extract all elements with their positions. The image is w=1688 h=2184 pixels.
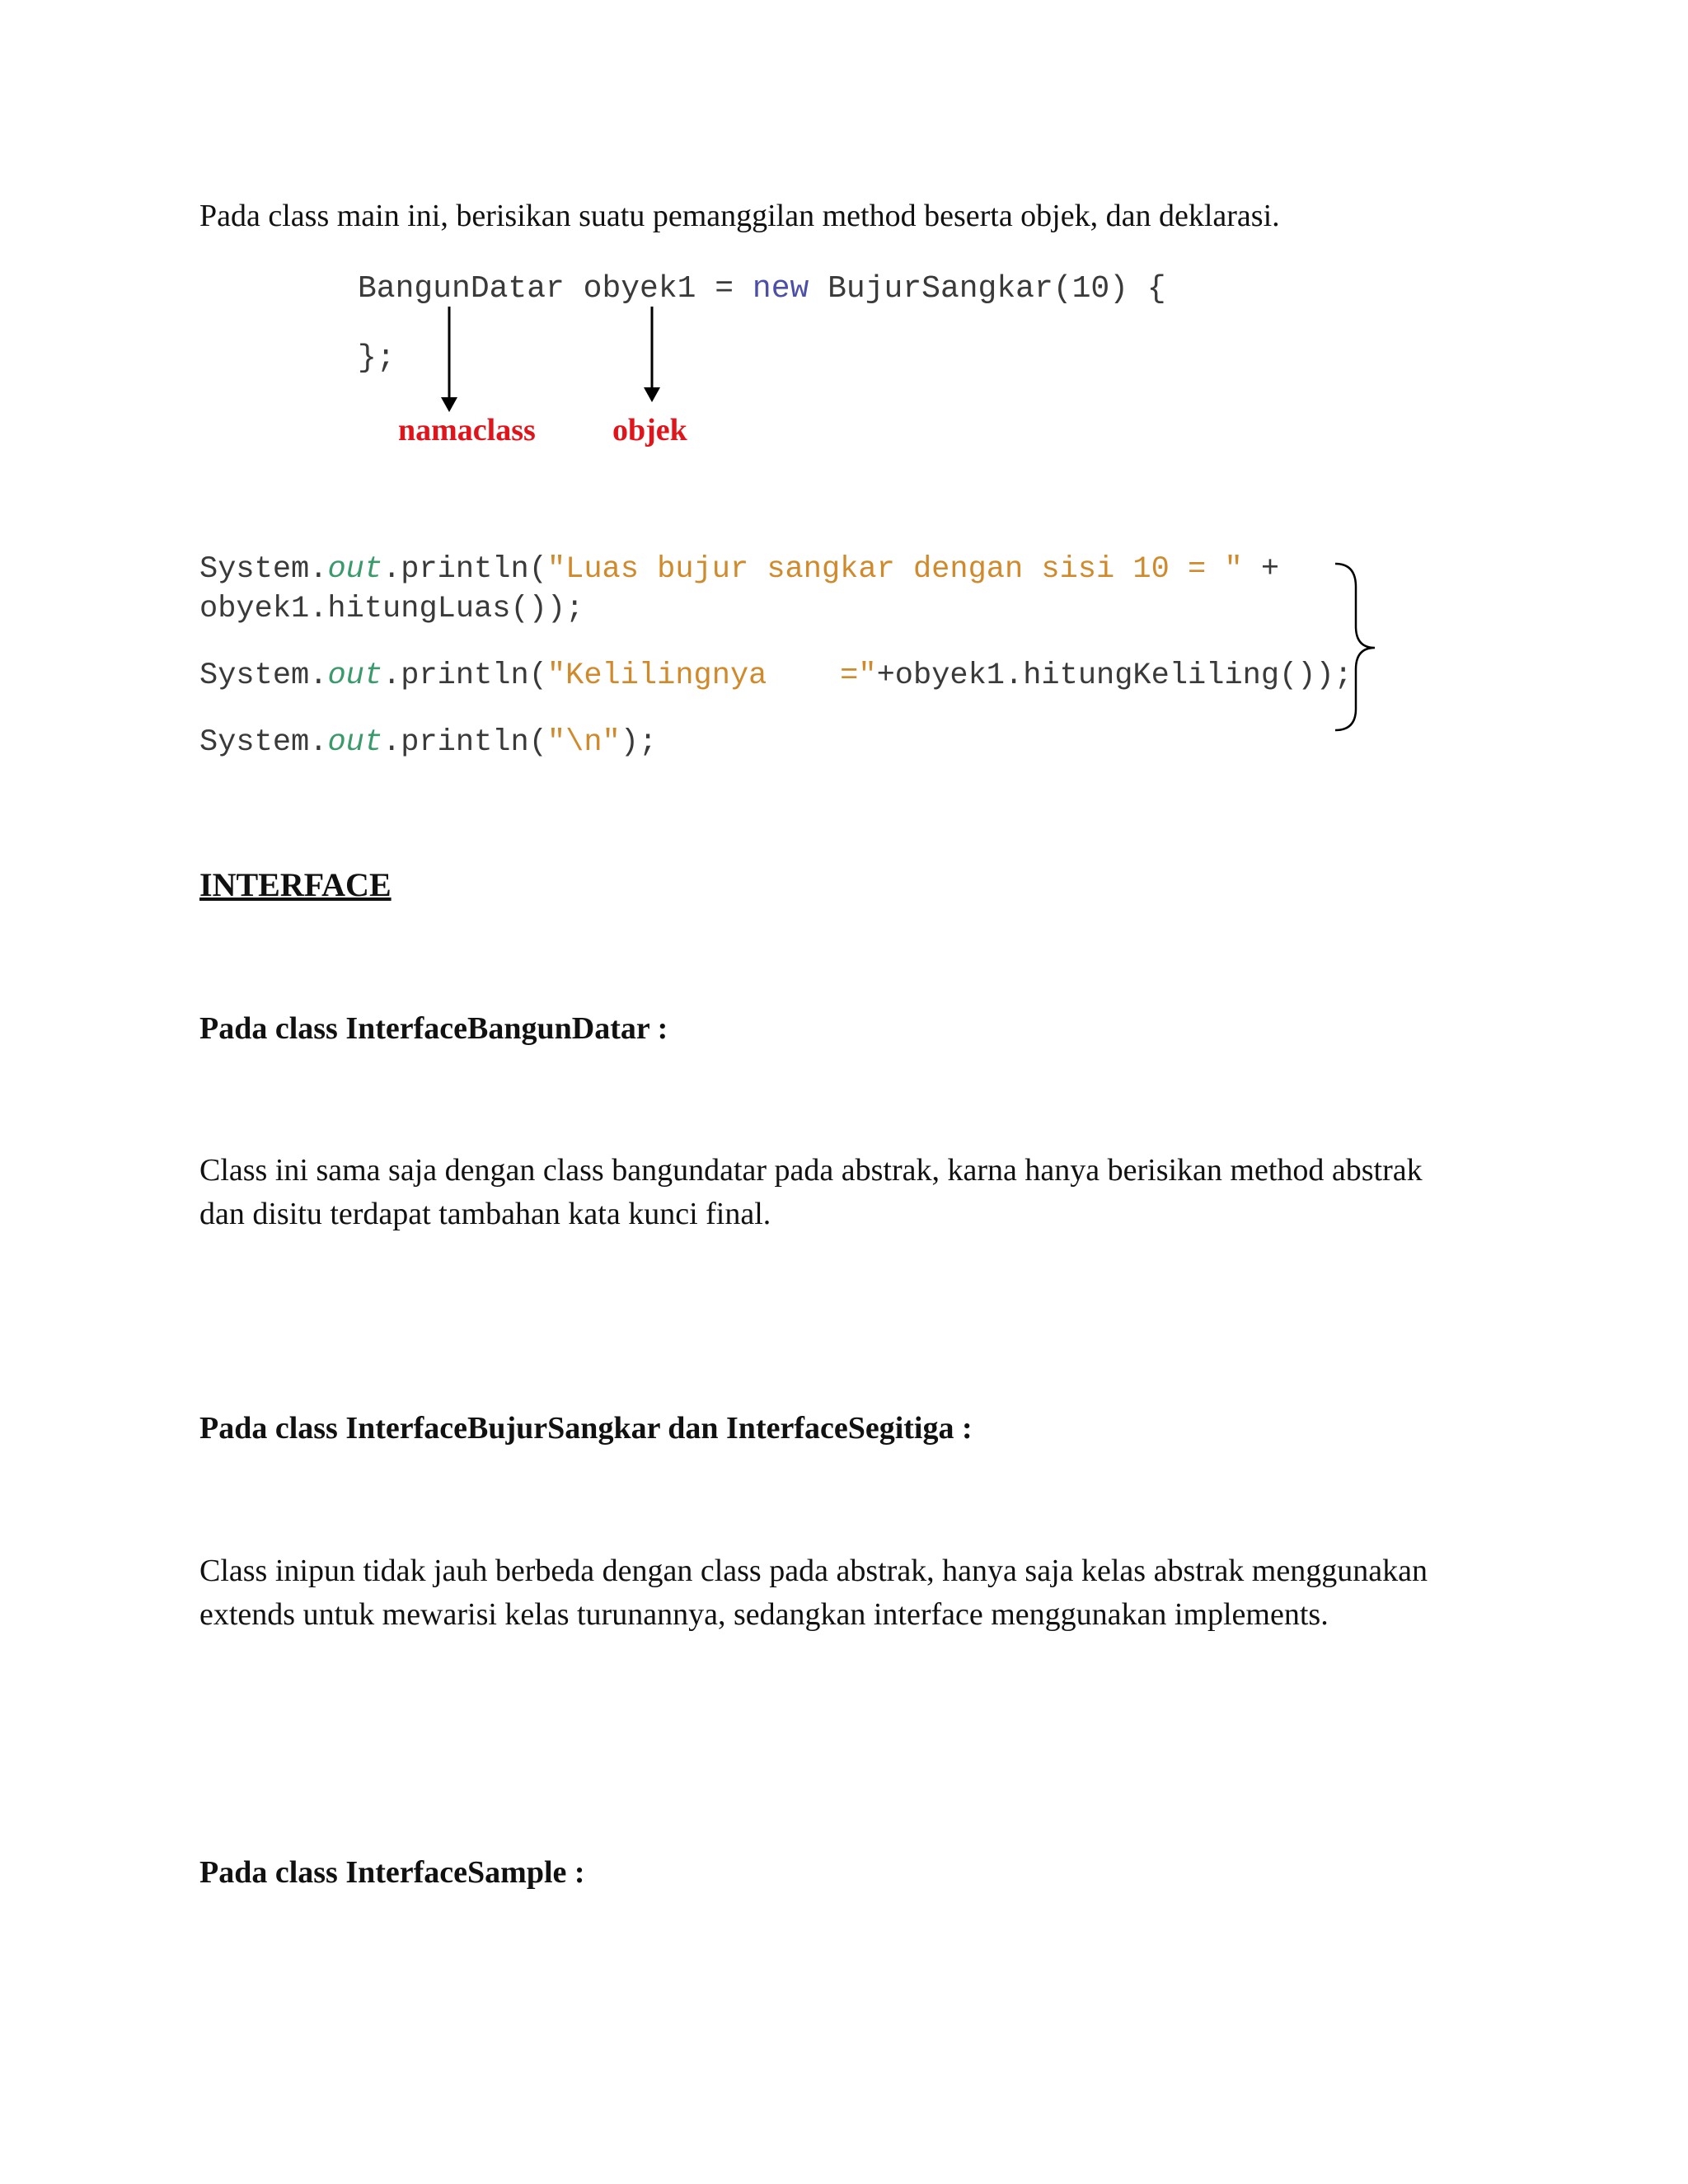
subheading-interface-bujur-sangkar-segitiga: Pada class InterfaceBujurSangkar dan InterfaceSegitiga : [199,1411,973,1446]
declaration-part2: BujurSangkar(10) { [809,271,1166,307]
code-println: .println( [382,725,547,760]
code-system: System. [199,658,328,693]
code-out: out [327,725,383,760]
code-rest: ); [620,725,658,760]
paragraph-interface-bujur-sangkar-segitiga: Class inipun tidak jauh berbeda dengan class pada abstrak, hanya saja kelas abstrak menggunakan extends untuk mewarisi kelas turunannya, sedangkan interface menggunakan implements. [199,1554,1428,1632]
code-line-1 [199,551,1279,588]
paragraph-interface-bangun-datar: Class ini sama saja dengan class bangundatar pada abstrak, karna hanya berisikan method abstrak dan disitu terdapat tambahan kata kunci final. [199,1153,1423,1231]
declaration-part1: BangunDatar obyek1 = [358,271,753,307]
arrow-namaclass [441,307,457,412]
code-line-3 [199,657,1353,695]
code-system: System. [199,552,328,587]
code-declaration-close: }; [358,340,396,376]
code-println: .println( [382,552,547,587]
code-string: "Kelilingnya =" [546,658,877,693]
code-line-2: obyek1.hitungLuas()); [199,592,584,626]
subheading-interface-sample: Pada class InterfaceSample : [199,1855,585,1890]
code-string: "Luas bujur sangkar dengan sisi 10 = " [546,552,1243,587]
section-heading-interface: INTERFACE [199,866,392,903]
keyword-new: new [752,271,809,307]
label-namaclass: namaclass [398,413,536,448]
code-line-4 [199,724,657,762]
code-rest: + [1242,552,1280,587]
subheading-interface-bangun-datar: Pada class InterfaceBangunDatar : [199,1011,668,1046]
code-string: "\n" [546,725,621,760]
curly-brace [1335,564,1375,730]
intro-paragraph: Pada class main ini, berisikan suatu pemanggilan method beserta objek, dan deklarasi. [199,199,1280,233]
code-out: out [327,658,383,693]
label-objek: objek [612,413,687,448]
code-rest: +obyek1.hitungKeliling()); [876,658,1353,693]
code-system: System. [199,725,328,760]
arrow-objek [644,307,660,402]
code-println: .println( [382,658,547,693]
code-out: out [327,552,383,587]
